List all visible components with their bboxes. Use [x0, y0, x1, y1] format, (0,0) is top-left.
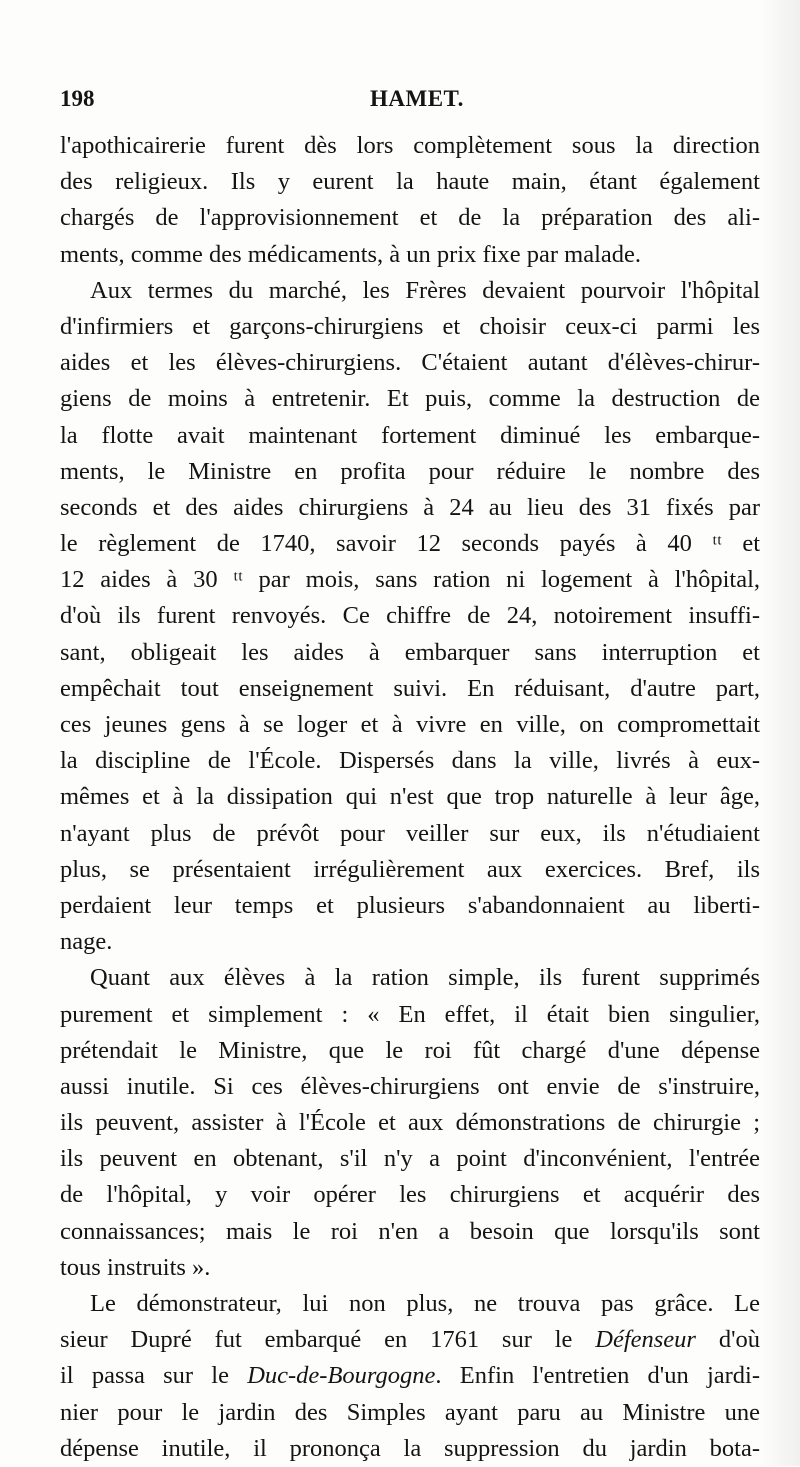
text-line: la discipline de l'École. Dispersés dans la ville, livrés à eux-	[60, 747, 760, 775]
text-line: purement et simplement : « En effet, il était bien singulier,	[60, 1000, 760, 1028]
text-line: connaissances; mais le roi n'en a besoin que lorsqu'ils sont	[60, 1217, 760, 1245]
text-line: mêmes et à la dissipation qui n'est que trop naturelle à leur âge,	[60, 783, 760, 811]
text-line: d'où ils furent renvoyés. Ce chiffre de 24, notoirement insuffi-	[60, 602, 760, 630]
text-line: 12 aides à 30 ᵗᵗ par mois, sans ration ni logement à l'hôpital,	[60, 566, 760, 594]
text-line: sant, obligeait les aides à embarquer sans interruption et	[60, 638, 760, 666]
text-line: chargés de l'approvisionnement et de la préparation des ali-	[60, 204, 760, 232]
text-line: ments, le Ministre en profita pour réduire le nombre des	[60, 457, 760, 485]
text-line: ils peuvent en obtenant, s'il n'y a point d'inconvénient, l'entrée	[60, 1145, 760, 1173]
text-line: le règlement de 1740, savoir 12 seconds payés à 40 ᵗᵗ et	[60, 530, 760, 558]
text-line: dépense inutile, il prononça la suppression du jardin bota-	[60, 1434, 760, 1462]
page-number: 198	[60, 86, 95, 111]
text-line: d'infirmiers et garçons-chirurgiens et choisir ceux-ci parmi les	[60, 312, 760, 340]
text-line: tous instruits ».	[60, 1253, 211, 1281]
body-text	[60, 128, 760, 1467]
text-line: de l'hôpital, y voir opérer les chirurgiens et acquérir des	[60, 1181, 760, 1209]
text-line: ils peuvent, assister à l'École et aux démonstrations de chirurgie ;	[60, 1109, 760, 1137]
ship-name: Duc-de-Bourgogne	[247, 1362, 436, 1390]
text-line: Le démonstrateur, lui non plus, ne trouva pas grâce. Le	[90, 1290, 760, 1317]
text-line: ments, comme des médicaments, à un prix fixe par malade.	[60, 240, 642, 268]
text-line: giens de moins à entretenir. Et puis, comme la destruction de	[60, 385, 760, 413]
text-line-with-ship-name: il passa sur le Duc-de-Bourgogne. Enfin l'entretien d'un jardi-	[60, 1362, 760, 1390]
text-line-with-ship-name: sieur Dupré fut embarqué en 1761 sur le Défenseur d'où	[60, 1326, 760, 1354]
text-line: plus, se présentaient irrégulièrement aux exercices. Bref, ils	[60, 855, 760, 883]
text-line: la flotte avait maintenant fortement diminué les embarque-	[60, 421, 760, 449]
text-line: l'apothicairerie furent dès lors complètement sous la direction	[60, 132, 760, 159]
page-header	[60, 86, 760, 118]
text-line: perdaient leur temps et plusieurs s'abandonnaient au liberti-	[60, 891, 760, 919]
text-line: Aux termes du marché, les Frères devaient pourvoir l'hôpital	[90, 276, 760, 304]
page-edge-shadow	[760, 0, 800, 1466]
ship-name: Défenseur	[595, 1326, 696, 1354]
text-line: Quant aux élèves à la ration simple, ils furent supprimés	[90, 964, 760, 992]
text-line: seconds et des aides chirurgiens à 24 au lieu des 31 fixés par	[60, 493, 760, 521]
text-line: n'ayant plus de prévôt pour veiller sur eux, ils n'étudiaient	[60, 819, 760, 847]
text-line: nier pour le jardin des Simples ayant paru au Ministre une	[60, 1398, 760, 1426]
text-line: des religieux. Ils y eurent la haute main, étant également	[60, 168, 760, 196]
text-line: aides et les élèves-chirurgiens. C'étaient autant d'élèves-chirur-	[60, 349, 760, 377]
text-line: nage.	[60, 928, 113, 956]
text-line: aussi inutile. Si ces élèves-chirurgiens ont envie de s'instruire,	[60, 1072, 760, 1100]
text-line: ces jeunes gens à se loger et à vivre en ville, on compromettait	[60, 711, 760, 738]
running-head: HAMET.	[370, 86, 464, 111]
text-line: prétendait le Ministre, que le roi fût chargé d'une dépense	[60, 1036, 760, 1064]
text-line: empêchait tout enseignement suivi. En réduisant, d'autre part,	[60, 674, 760, 702]
